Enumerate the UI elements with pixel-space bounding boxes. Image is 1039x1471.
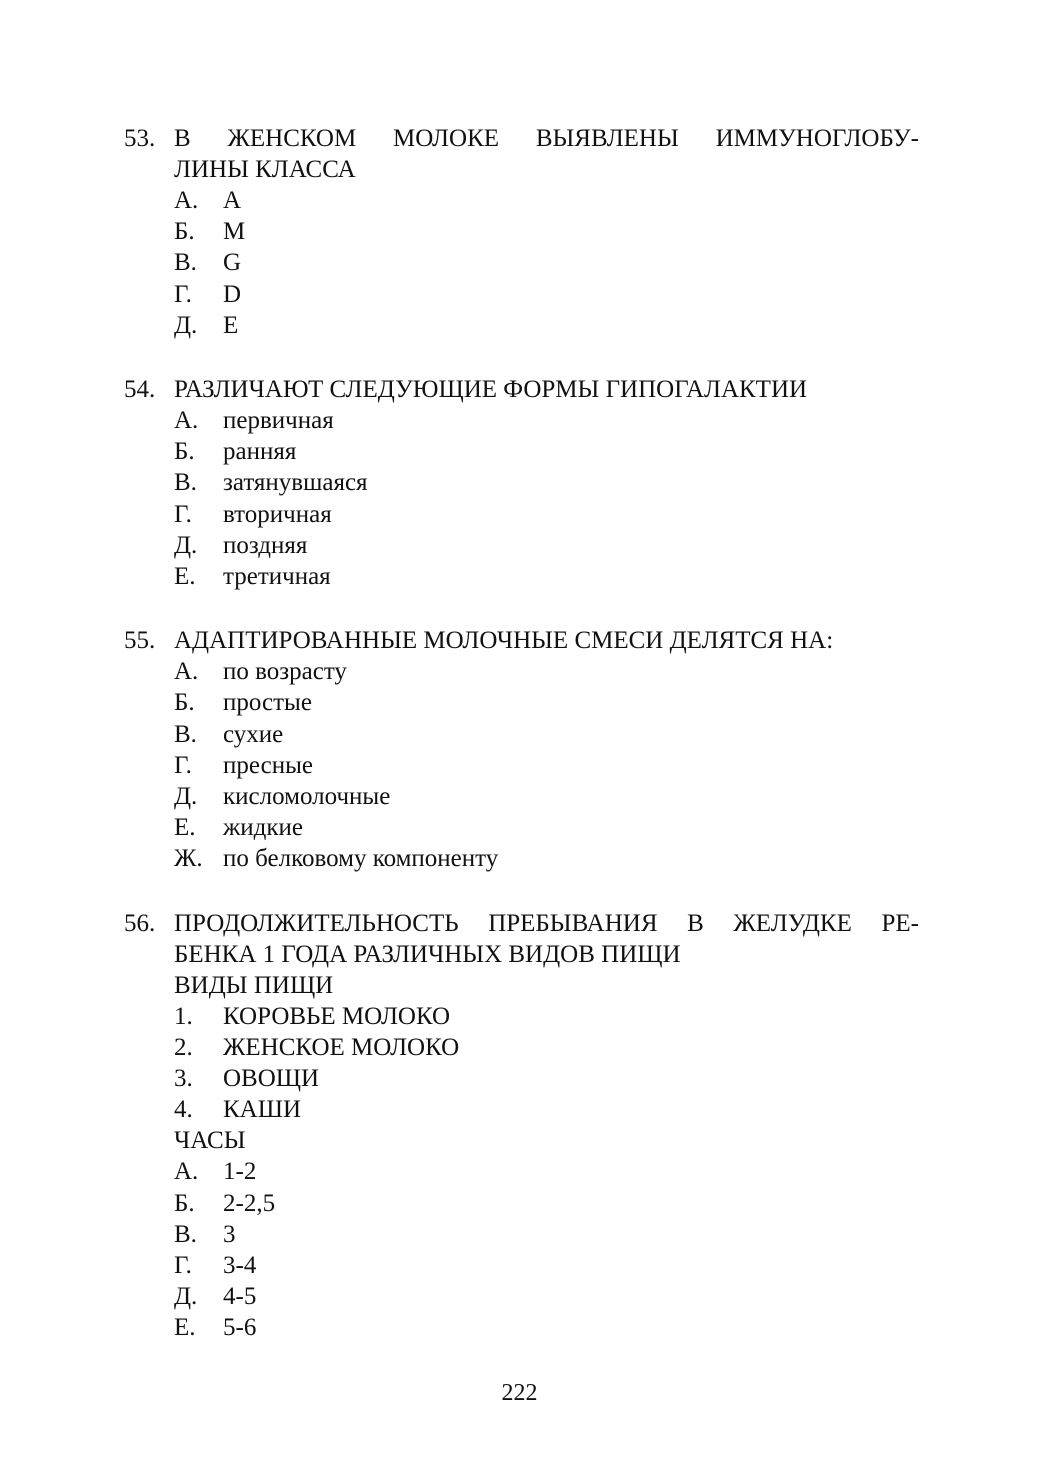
answer-option	[124, 687, 919, 718]
option-text: вторичная	[223, 500, 332, 528]
option-text: сухие	[223, 720, 284, 748]
option-text: первичная	[223, 407, 334, 435]
option-letter: Е.	[174, 563, 196, 591]
question-54	[124, 374, 919, 592]
option-letter: Д.	[174, 1283, 198, 1311]
item-text: КОРОВЬЕ МОЛОКО	[223, 1002, 451, 1030]
option-text: затянувшаяся	[223, 469, 368, 497]
option-text: пресные	[223, 751, 313, 779]
question-text	[174, 123, 919, 185]
option-text: D	[223, 280, 242, 308]
answer-option	[124, 750, 919, 781]
question-text	[174, 908, 919, 970]
answer-option	[124, 1219, 919, 1250]
item-number: 1.	[174, 1002, 193, 1030]
option-text: ранняя	[223, 438, 297, 466]
option-text: 1-2	[223, 1158, 257, 1186]
option-letter: Е.	[174, 1314, 196, 1342]
option-letter: Ж.	[174, 845, 203, 873]
option-letter: Г.	[174, 500, 192, 528]
item-number: 2.	[174, 1033, 193, 1061]
question-number: 54.	[124, 376, 156, 404]
option-letter: Б.	[174, 438, 195, 466]
option-letter: Б.	[174, 218, 195, 246]
option-text: третичная	[223, 563, 331, 591]
option-text: по возрасту	[223, 658, 347, 686]
question-53	[124, 123, 919, 341]
option-text: 5-6	[223, 1314, 257, 1342]
answer-option	[124, 843, 919, 874]
question-number: 53.	[124, 125, 156, 152]
item-text: ОВОЩИ	[223, 1065, 320, 1093]
question-text-line-1: ПРОДОЛЖИТЕЛЬНОСТЬ ПРЕБЫВАНИЯ В ЖЕЛУДКЕ РЕ-	[174, 909, 919, 937]
question-stem	[124, 374, 919, 405]
answer-option	[124, 1188, 919, 1219]
answer-option	[124, 719, 919, 750]
answer-option	[124, 467, 919, 498]
option-letter: Е.	[174, 814, 196, 842]
question-stem	[124, 625, 919, 656]
answer-option	[124, 781, 919, 812]
option-text: E	[223, 311, 239, 339]
question-stem	[124, 123, 919, 185]
subheading-hours: ЧАСЫ	[174, 1127, 246, 1155]
option-letter: Д.	[174, 531, 198, 559]
answer-option	[124, 1156, 919, 1187]
item-number: 3.	[174, 1065, 193, 1093]
option-text: 2-2,5	[223, 1189, 276, 1217]
question-text: РАЗЛИЧАЮТ СЛЕДУЮЩИЕ ФОРМЫ ГИПОГАЛАКТИИ	[174, 376, 808, 404]
option-text: A	[223, 187, 242, 214]
list-item	[124, 1094, 919, 1125]
option-letter: Б.	[174, 1189, 195, 1217]
option-text: 4-5	[223, 1283, 257, 1311]
option-letter: А.	[174, 1158, 199, 1186]
answer-option	[124, 405, 919, 436]
answer-option	[124, 1312, 919, 1343]
answer-option	[124, 499, 919, 530]
question-56	[124, 908, 919, 1344]
question-text: АДАПТИРОВАННЫЕ МОЛОЧНЫЕ СМЕСИ ДЕЛЯТСЯ НА:	[174, 627, 834, 655]
answer-option	[124, 247, 919, 278]
option-letter: В.	[174, 720, 197, 748]
option-text: G	[223, 249, 242, 277]
answer-option	[124, 436, 919, 467]
question-text-line-2: ЛИНЫ КЛАССА	[174, 156, 356, 183]
page-number: 222	[501, 1380, 538, 1406]
option-letter: А.	[174, 187, 199, 214]
answer-option	[124, 656, 919, 687]
option-text: простые	[223, 689, 312, 717]
option-text: 3-4	[223, 1252, 257, 1280]
option-text: поздняя	[223, 531, 308, 559]
answer-option	[124, 310, 919, 341]
answer-option	[124, 530, 919, 561]
list-item	[124, 1063, 919, 1094]
item-number: 4.	[174, 1096, 193, 1124]
answer-option	[124, 1281, 919, 1312]
question-stem	[124, 908, 919, 970]
option-letter: Б.	[174, 689, 195, 717]
option-text: M	[223, 218, 246, 246]
option-letter: Г.	[174, 280, 192, 308]
list-item	[124, 1032, 919, 1063]
answer-option	[124, 1250, 919, 1281]
answer-option	[124, 185, 919, 216]
answer-option	[124, 279, 919, 310]
question-text-line-2: БЕНКА 1 ГОДА РАЗЛИЧНЫХ ВИДОВ ПИЩИ	[174, 940, 681, 968]
subheading-food-types: ВИДЫ ПИЩИ	[174, 971, 334, 999]
answer-option	[124, 561, 919, 592]
option-letter: Д.	[174, 311, 198, 339]
question-text-line-1: В ЖЕНСКОМ МОЛОКЕ ВЫЯВЛЕНЫ ИММУНОГЛОБУ-	[174, 125, 919, 152]
option-text: кисломолочные	[223, 783, 391, 811]
item-text: ЖЕНСКОЕ МОЛОКО	[223, 1033, 460, 1061]
option-text: 3	[223, 1220, 236, 1248]
question-number: 55.	[124, 627, 156, 655]
option-letter: А.	[174, 658, 199, 686]
answer-option	[124, 216, 919, 247]
option-letter: В.	[174, 1220, 197, 1248]
page-content	[124, 123, 919, 1377]
option-text: по белковому компоненту	[223, 845, 499, 873]
item-text: КАШИ	[223, 1096, 302, 1124]
option-letter: В.	[174, 469, 197, 497]
option-letter: Д.	[174, 783, 198, 811]
option-letter: В.	[174, 249, 197, 277]
option-letter: Г.	[174, 751, 192, 779]
question-number: 56.	[124, 909, 156, 937]
option-letter: Г.	[174, 1252, 192, 1280]
list-item	[124, 1001, 919, 1032]
question-55	[124, 625, 919, 874]
answer-option	[124, 812, 919, 843]
option-letter: А.	[174, 407, 199, 435]
option-text: жидкие	[223, 814, 303, 842]
